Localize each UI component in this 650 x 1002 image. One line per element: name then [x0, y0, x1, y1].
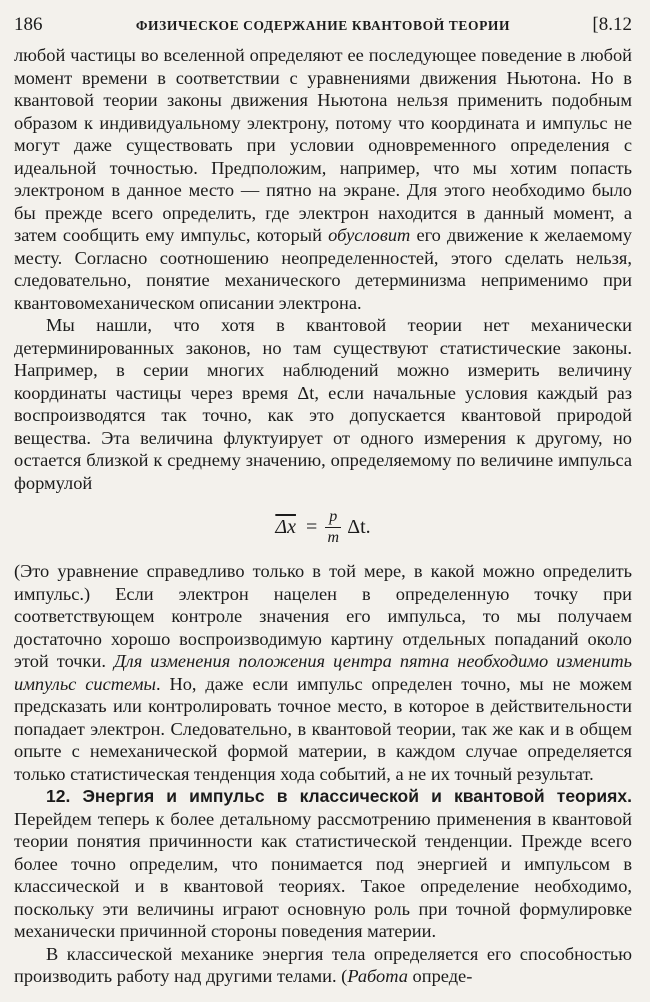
section-heading: 12. Энергия и импульс в классической и квантовой теориях.: [46, 786, 632, 806]
formula-numerator: p: [329, 507, 338, 525]
section-12-paragraph: [14, 785, 632, 943]
formula-lhs: $\overline{\Delta x}$: [275, 515, 296, 538]
formula-mean-position: [14, 494, 632, 560]
formula-denominator: m: [327, 528, 340, 546]
italic-text: обусловит: [328, 225, 411, 245]
paragraph-text-end: его движение к желаемому месту. Согласно соотношению неопределенностей, этого сделать нельзя, следовательно, понятие механического детерминизма неприменимо при квантовомеханическом описании электрона.: [14, 225, 632, 313]
fraction-bar: [325, 527, 341, 528]
section-reference: [8.12: [592, 14, 632, 35]
paragraph-statistical-laws: Мы нашли, что хотя в квантовой теории нет механически детерминированных законов, но там существуют статистические законы. Например, в серии многих наблюдений можно измерить величину координаты частицы через время Δt, если начальные условия каждый раз воспроизводятся так точно, как это допускается квантовой природой вещества. Эта величина флуктуирует от одного измерения к другому, но остается близкой к среднему значению, определяемому по величине импульса формулой: [14, 315, 632, 493]
paragraph-determinism: [14, 44, 632, 314]
formula-fraction: [325, 509, 341, 546]
page-header: [14, 10, 632, 44]
paragraph-text: любой частицы во вселенной определяют ее последующее поведение в любой момент времени в соответствии с уравнениями движения Ньютона. Но в квантовой теории законы движения Ньютона нельзя применить подобным образом к индивидуальному электрону, потому что координата и импульс не могут даже существовать при условии одновременного определения с идеальной точностью. Предположим, например, что мы хотим попасть электроном в данное место — пятно на экране. Для этого необходимо было бы прежде всего определить, где электрон находится в данный момент, а затем сообщить ему импульс, который: [14, 45, 632, 245]
formula-rhs: Δt.: [347, 515, 371, 538]
paragraph-text-end: . Но, даже если импульс определен точно, мы не можем предсказать или контролировать точное место, в которое в действительности попадает электрон. Следовательно, в квантовой теории, так же как и в общем опыте с немеханической формой материи, в каждом случае определяется только статистическая тенденция хода событий, а не их точный результат.: [14, 673, 632, 784]
paragraph-text-end: опреде-: [407, 966, 473, 986]
section-text: Перейдем теперь к более детальному рассмотрению применения в квантовой теории понятия причинности как статистической тенденции. Прежде всего более точно определим, что понимается под энергией и импульсом в классической и в квантовой теориях. Такое определение необходимо, поскольку эти величины играют основную роль при точной формулировке механически причинной стороны поведения материи.: [14, 808, 632, 941]
running-title: ФИЗИЧЕСКОЕ СОДЕРЖАНИЕ КВАНТОВОЙ ТЕОРИИ: [135, 18, 511, 33]
paragraph-text: (Это уравнение справедливо только в той мере, в какой можно определить импульс.) Если электрон нацелен в определенную точку при соответствующем контроле значения его импульса, то мы получаем достаточно хорошо воспроизводимую картину отдельных попаданий около этой точки.: [14, 561, 632, 671]
italic-text: Для изменения положения центра пятна необходимо изменить импульс системы: [14, 651, 633, 694]
paragraph-classical-energy: [14, 943, 632, 988]
italic-text: Работа: [347, 966, 408, 986]
paragraph-text: В классической механике энергия тела определяется его способностью производить работу над другими телами. (: [14, 943, 632, 986]
paragraph-reproducible-pattern: [14, 560, 632, 785]
formula-equals: =: [305, 515, 318, 538]
page-number: 186: [14, 14, 43, 35]
